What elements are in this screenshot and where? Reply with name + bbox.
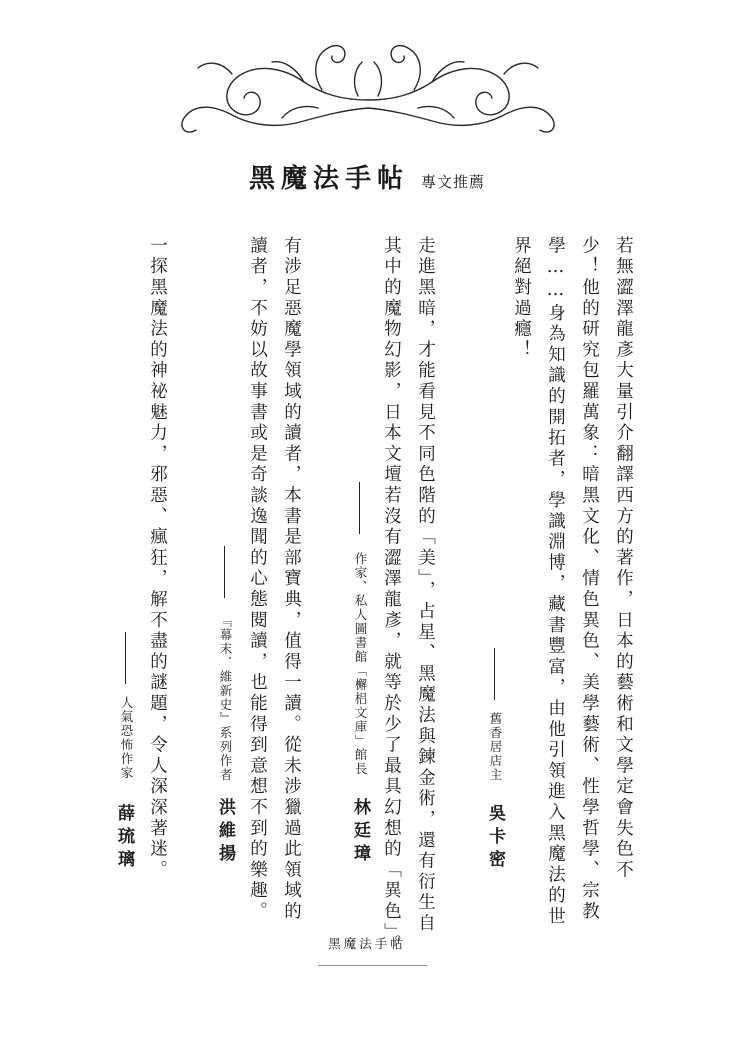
rec2-author-role: 作家、私人圖書館「檞梠文庫」館長 bbox=[353, 552, 368, 776]
rec3-body-line-1: 有涉足惡魔學領域的讀者，本書是部寶典，值得一讀。從未涉獵過此領域的 bbox=[281, 236, 302, 923]
rec1-author-role: 舊香居店主 bbox=[488, 712, 503, 782]
rec1-attribution-dash bbox=[494, 648, 495, 700]
rec1-body-line-3: 學……身為知識的開拓者，學識淵博，藏書豐富，由他引領進入黑魔法的世 bbox=[545, 236, 566, 928]
rec4-author-role: 人氣恐怖作家 bbox=[119, 696, 134, 780]
rec2-body-line-2: 其中的魔物幻影，日本文壇若沒有澀澤龍彥，就等於少了最具幻想的「異色」。 bbox=[381, 236, 402, 956]
section-subtitle: 專文推薦 bbox=[421, 173, 486, 191]
rec3-author-name: 洪維揚 bbox=[215, 798, 235, 867]
rec2-body-line-1: 走進黑暗，才能看見不同色階的「美」，占星、黑魔法與鍊金術，還有衍生自 bbox=[415, 236, 436, 935]
decorative-scroll-ornament bbox=[172, 38, 564, 138]
rec4-author-name: 薛琉璃 bbox=[114, 804, 134, 873]
rec3-body-line-2: 讀者，不妨以故事書或是奇談逸聞的心態閱讀，也能得到意想不到的樂趣。 bbox=[247, 236, 268, 923]
footer-divider bbox=[318, 965, 428, 966]
rec1-author-name: 吳卡密 bbox=[485, 804, 505, 873]
page-header bbox=[0, 158, 734, 195]
rec1-body-line-4: 界絕對過癮！ bbox=[511, 236, 532, 361]
rec4-body-line-1: 一探黑魔法的神祕魅力，邪惡、瘋狂，解不盡的謎題，令人深深著迷。 bbox=[147, 236, 168, 881]
rec1-body-line-1: 若無澀澤龍彥大量引介翻譯西方的著作，日本的藝術和文學定會失色不 bbox=[613, 236, 634, 881]
rec1-body-line-2: 少！他的研究包羅萬象：暗黑文化、情色異色、美學藝術、性學哲學、宗教 bbox=[579, 236, 600, 923]
running-footer-title: 黑魔法手帖 bbox=[328, 936, 406, 951]
rec4-attribution-dash bbox=[125, 632, 126, 684]
rec2-author-name: 林廷璋 bbox=[350, 798, 370, 867]
rec3-attribution-dash bbox=[224, 546, 225, 598]
book-title: 黑魔法手帖 bbox=[248, 164, 409, 194]
rec3-author-role: 『幕末．維新史』系列作者 bbox=[218, 614, 233, 782]
rec2-attribution-dash bbox=[359, 482, 360, 534]
